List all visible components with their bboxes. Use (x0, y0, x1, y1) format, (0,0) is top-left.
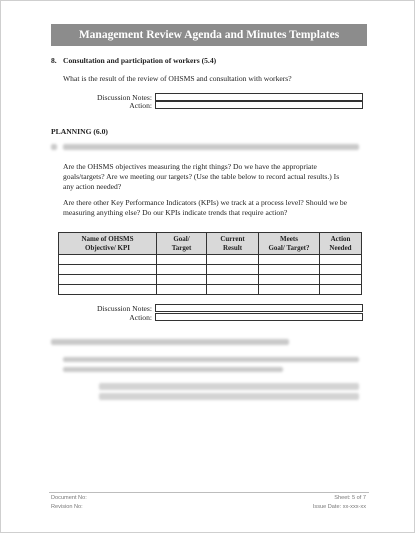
paragraph-1-line-2: goals/targets? Are we meeting our targets? (Use the table below to record actual results.) Is (63, 172, 340, 181)
action-label: Action: (129, 313, 152, 322)
table-cell[interactable] (320, 255, 362, 265)
table-cell[interactable] (207, 265, 259, 275)
column-header-action-needed: Action Needed (320, 233, 362, 255)
redacted-field (99, 393, 359, 400)
table-row (59, 255, 362, 265)
column-header-goal: Goal/ Target (157, 233, 207, 255)
action-field[interactable] (155, 313, 363, 321)
redacted-line (63, 367, 283, 372)
table-row (59, 285, 362, 295)
footer-divider (49, 492, 369, 493)
section-heading: Consultation and participation of workers (5.4) (63, 56, 217, 65)
table-cell[interactable] (59, 255, 157, 265)
title-bar (51, 24, 367, 46)
table-row (59, 275, 362, 285)
table-cell[interactable] (157, 265, 207, 275)
kpi-table (58, 232, 362, 295)
table-cell[interactable] (259, 285, 320, 295)
table-cell[interactable] (259, 275, 320, 285)
section-question: What is the result of the review of OHSMS and consultation with workers? (63, 74, 292, 83)
table-cell[interactable] (59, 275, 157, 285)
discussion-notes-label: Discussion Notes: (96, 304, 152, 313)
redacted-field (99, 383, 359, 390)
table-cell[interactable] (59, 285, 157, 295)
footer-revision-number: Revision No: (51, 504, 83, 510)
paragraph-2-line-2: measuring anything else? Do our KPIs indicate trends that require action? (63, 208, 288, 217)
table-cell[interactable] (320, 275, 362, 285)
table-cell[interactable] (157, 285, 207, 295)
section-number: 8. (51, 56, 57, 65)
table-cell[interactable] (259, 255, 320, 265)
column-header-current-result: Current Result (207, 233, 259, 255)
table-cell[interactable] (207, 285, 259, 295)
footer-sheet-number: Sheet: 5 of 7 (334, 495, 366, 501)
redacted-line (63, 357, 359, 362)
discussion-notes-label: Discussion Notes: (96, 93, 152, 102)
paragraph-2-line-1: Are there other Key Performance Indicators (KPIs) we track at a process level? Should we be (63, 198, 348, 207)
paragraph-1-line-1: Are the OHSMS objectives measuring the right things? Do we have the appropriate (63, 162, 317, 171)
planning-heading: PLANNING (6.0) (51, 127, 108, 136)
paragraph-1-line-3: any action needed? (63, 182, 122, 191)
action-label: Action: (129, 101, 152, 110)
table-cell[interactable] (320, 285, 362, 295)
table-row (59, 265, 362, 275)
table-cell[interactable] (157, 255, 207, 265)
column-header-objective: Name of OHSMS Objective/ KPI (59, 233, 157, 255)
discussion-notes-field[interactable] (155, 304, 363, 312)
redacted-bullet (51, 144, 57, 150)
table-cell[interactable] (59, 265, 157, 275)
table-cell[interactable] (320, 265, 362, 275)
table-cell[interactable] (157, 275, 207, 285)
table-cell[interactable] (259, 265, 320, 275)
kpi-table-header-row (59, 233, 362, 255)
redacted-line (63, 144, 359, 150)
action-field[interactable] (155, 101, 363, 109)
document-title: Management Review Agenda and Minutes Templates (78, 29, 340, 41)
footer-issue-date: Issue Date: xx-xxx-xx (312, 504, 366, 510)
footer-document-number: Document No: (51, 495, 87, 501)
table-cell[interactable] (207, 255, 259, 265)
discussion-notes-field[interactable] (155, 93, 363, 101)
column-header-meets-goal: Meets Goal/ Target? (259, 233, 320, 255)
table-cell[interactable] (207, 275, 259, 285)
redacted-line (51, 339, 289, 345)
